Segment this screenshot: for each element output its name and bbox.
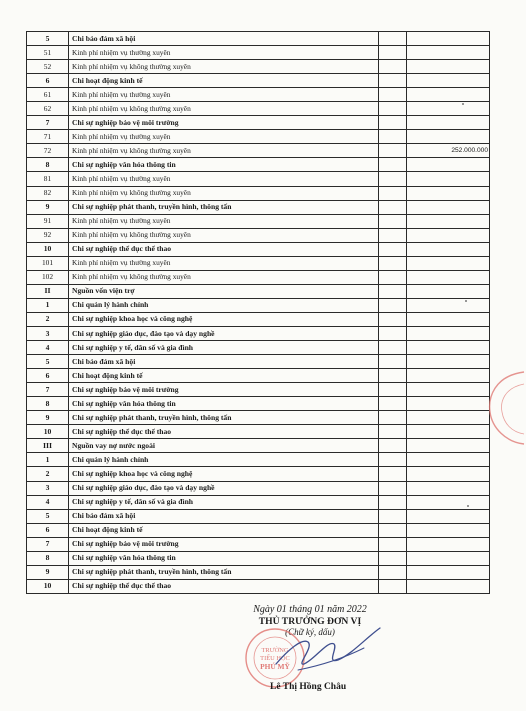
row-blank: [379, 425, 407, 439]
row-amount: [407, 284, 490, 298]
row-amount: [407, 60, 490, 74]
row-label: Chi sự nghiệp phát thanh, truyền hình, thông tấn: [69, 411, 379, 425]
scan-speck: [462, 103, 464, 105]
row-label: Chi hoạt động kinh tế: [69, 523, 379, 537]
row-label: Kinh phí nhiệm vụ thường xuyên: [69, 130, 379, 144]
row-amount: [407, 509, 490, 523]
signature-role: THỦ TRƯỞNG ĐƠN VỊ: [258, 616, 362, 627]
row-code: 4: [27, 495, 69, 509]
row-amount: [407, 130, 490, 144]
row-amount: [407, 312, 490, 326]
table-row: [27, 551, 490, 565]
row-amount: [407, 74, 490, 88]
row-blank: [379, 102, 407, 116]
table-row: [27, 341, 490, 355]
row-code: 8: [27, 551, 69, 565]
row-amount: [407, 186, 490, 200]
row-amount: [407, 326, 490, 340]
row-blank: [379, 481, 407, 495]
row-blank: [379, 341, 407, 355]
signature-note: (Chữ ký, dấu): [285, 627, 335, 637]
row-amount: [407, 467, 490, 481]
table-row: [27, 411, 490, 425]
row-label: Kinh phí nhiệm vụ không thường xuyên: [69, 102, 379, 116]
row-code: II: [27, 284, 69, 298]
row-code: 6: [27, 523, 69, 537]
row-label: Chi bảo đảm xã hội: [69, 509, 379, 523]
row-amount: [407, 523, 490, 537]
row-label: Chi sự nghiệp khoa học và công nghệ: [69, 312, 379, 326]
table-row: [27, 284, 490, 298]
row-blank: [379, 130, 407, 144]
row-amount: [407, 397, 490, 411]
table-row: [27, 74, 490, 88]
row-label: Chi bảo đảm xã hội: [69, 355, 379, 369]
row-code: 3: [27, 326, 69, 340]
row-blank: [379, 298, 407, 312]
table-row: [27, 88, 490, 102]
row-code: III: [27, 439, 69, 453]
row-blank: [379, 144, 407, 158]
row-label: Chi hoạt động kinh tế: [69, 74, 379, 88]
scan-speck: [465, 300, 467, 302]
table-row: [27, 32, 490, 46]
row-label: Chi sự nghiệp văn hóa thông tin: [69, 551, 379, 565]
table-row: [27, 130, 490, 144]
row-label: Chi bảo đảm xã hội: [69, 32, 379, 46]
row-code: 9: [27, 411, 69, 425]
row-code: 6: [27, 369, 69, 383]
row-code: 6: [27, 74, 69, 88]
row-code: 1: [27, 298, 69, 312]
row-blank: [379, 158, 407, 172]
row-amount: [407, 439, 490, 453]
table-row: [27, 579, 490, 593]
stamp-line-3: PHÚ MỸ: [260, 662, 290, 671]
row-blank: [379, 270, 407, 284]
row-code: 102: [27, 270, 69, 284]
row-code: 5: [27, 355, 69, 369]
table-row: [27, 369, 490, 383]
row-blank: [379, 467, 407, 481]
row-blank: [379, 579, 407, 593]
stamp-line-2: TIỂU HỌC: [260, 655, 290, 662]
row-amount: [407, 565, 490, 579]
row-label: Chi sự nghiệp thể dục thể thao: [69, 425, 379, 439]
scan-speck: [467, 505, 469, 507]
row-amount: [407, 411, 490, 425]
table-row: [27, 298, 490, 312]
row-amount: [407, 228, 490, 242]
row-blank: [379, 453, 407, 467]
table-row: [27, 200, 490, 214]
row-code: 1: [27, 453, 69, 467]
row-label: Kinh phí nhiệm vụ không thường xuyên: [69, 60, 379, 74]
row-amount: [407, 495, 490, 509]
row-blank: [379, 355, 407, 369]
row-amount: [407, 270, 490, 284]
row-amount: [407, 298, 490, 312]
row-amount: [407, 453, 490, 467]
row-blank: [379, 312, 407, 326]
row-code: 7: [27, 383, 69, 397]
row-label: Nguồn vốn viện trợ: [69, 284, 379, 298]
row-code: 10: [27, 242, 69, 256]
budget-table-body: [27, 32, 490, 594]
row-amount: [407, 46, 490, 60]
row-label: Chi sự nghiệp thể dục thể thao: [69, 579, 379, 593]
row-label: Chi sự nghiệp khoa học và công nghệ: [69, 467, 379, 481]
row-label: Chi sự nghiệp giáo dục, đào tạo và dạy nghề: [69, 481, 379, 495]
row-blank: [379, 46, 407, 60]
row-blank: [379, 186, 407, 200]
table-row: [27, 495, 490, 509]
row-blank: [379, 565, 407, 579]
row-blank: [379, 509, 407, 523]
row-code: 71: [27, 130, 69, 144]
handwritten-signature: [268, 620, 388, 680]
row-amount: [407, 425, 490, 439]
row-code: 2: [27, 467, 69, 481]
table-row: [27, 509, 490, 523]
row-label: Chi sự nghiệp phát thanh, truyền hình, thông tấn: [69, 565, 379, 579]
table-row: [27, 242, 490, 256]
row-blank: [379, 172, 407, 186]
row-blank: [379, 200, 407, 214]
row-amount: [407, 551, 490, 565]
row-code: 72: [27, 144, 69, 158]
row-code: 8: [27, 397, 69, 411]
row-label: Kinh phí nhiệm vụ thường xuyên: [69, 46, 379, 60]
row-blank: [379, 242, 407, 256]
row-code: 3: [27, 481, 69, 495]
seal-stamp-fragment: [484, 368, 526, 448]
row-blank: [379, 326, 407, 340]
row-blank: [379, 439, 407, 453]
table-row: [27, 144, 490, 158]
table-row: [27, 270, 490, 284]
row-label: Chi sự nghiệp thể dục thể thao: [69, 242, 379, 256]
row-code: 9: [27, 200, 69, 214]
row-label: Chi sự nghiệp bảo vệ môi trường: [69, 116, 379, 130]
row-code: 61: [27, 88, 69, 102]
row-amount: [407, 242, 490, 256]
signer-name: Lê Thị Hồng Châu: [270, 682, 347, 692]
row-code: 7: [27, 116, 69, 130]
row-blank: [379, 397, 407, 411]
budget-table: [26, 31, 490, 594]
row-label: Kinh phí nhiệm vụ không thường xuyên: [69, 144, 379, 158]
row-label: Nguồn vay nợ nước ngoài: [69, 439, 379, 453]
row-label: Chi quản lý hành chính: [69, 453, 379, 467]
table-row: [27, 214, 490, 228]
row-label: Kinh phí nhiệm vụ không thường xuyên: [69, 228, 379, 242]
row-amount: [407, 88, 490, 102]
row-label: Kinh phí nhiệm vụ thường xuyên: [69, 256, 379, 270]
row-blank: [379, 228, 407, 242]
row-label: Chi sự nghiệp giáo dục, đào tạo và dạy nghề: [69, 326, 379, 340]
row-amount: [407, 214, 490, 228]
row-blank: [379, 88, 407, 102]
row-code: 81: [27, 172, 69, 186]
table-row: [27, 228, 490, 242]
table-row: [27, 326, 490, 340]
table-row: [27, 397, 490, 411]
row-label: Chi sự nghiệp y tế, dân số và gia đình: [69, 341, 379, 355]
row-label: Kinh phí nhiệm vụ không thường xuyên: [69, 186, 379, 200]
table-row: [27, 172, 490, 186]
table-row: [27, 565, 490, 579]
row-blank: [379, 383, 407, 397]
row-label: Kinh phí nhiệm vụ thường xuyên: [69, 214, 379, 228]
row-code: 2: [27, 312, 69, 326]
row-label: Chi sự nghiệp phát thanh, truyền hình, thông tấn: [69, 200, 379, 214]
row-amount: [407, 158, 490, 172]
table-row: [27, 186, 490, 200]
row-amount: [407, 369, 490, 383]
row-amount: [407, 341, 490, 355]
table-row: [27, 425, 490, 439]
row-code: 101: [27, 256, 69, 270]
table-row: [27, 383, 490, 397]
row-blank: [379, 32, 407, 46]
row-code: 52: [27, 60, 69, 74]
row-blank: [379, 523, 407, 537]
table-row: [27, 481, 490, 495]
row-blank: [379, 256, 407, 270]
row-code: 8: [27, 158, 69, 172]
row-amount: [407, 481, 490, 495]
row-amount: [407, 579, 490, 593]
table-row: [27, 46, 490, 60]
row-amount: [407, 172, 490, 186]
row-amount: 252.000.000: [407, 144, 490, 158]
table-row: [27, 355, 490, 369]
row-code: 7: [27, 537, 69, 551]
row-blank: [379, 116, 407, 130]
row-amount: [407, 32, 490, 46]
row-code: 82: [27, 186, 69, 200]
row-label: Kinh phí nhiệm vụ thường xuyên: [69, 88, 379, 102]
row-label: Chi sự nghiệp y tế, dân số và gia đình: [69, 495, 379, 509]
row-code: 91: [27, 214, 69, 228]
table-row: [27, 523, 490, 537]
row-blank: [379, 537, 407, 551]
row-label: Kinh phí nhiệm vụ không thường xuyên: [69, 270, 379, 284]
row-code: 9: [27, 565, 69, 579]
row-amount: [407, 116, 490, 130]
row-label: Chi quản lý hành chính: [69, 298, 379, 312]
row-blank: [379, 60, 407, 74]
row-label: Chi sự nghiệp văn hóa thông tin: [69, 397, 379, 411]
row-code: 4: [27, 341, 69, 355]
table-row: [27, 256, 490, 270]
row-code: 10: [27, 579, 69, 593]
row-amount: [407, 200, 490, 214]
row-blank: [379, 495, 407, 509]
row-blank: [379, 284, 407, 298]
row-amount: [407, 383, 490, 397]
table-row: [27, 312, 490, 326]
row-code: 10: [27, 425, 69, 439]
table-row: [27, 453, 490, 467]
signature-date: Ngày 01 tháng 01 năm 2022: [253, 604, 367, 615]
table-row: [27, 537, 490, 551]
row-amount: [407, 537, 490, 551]
row-code: 62: [27, 102, 69, 116]
row-label: Chi sự nghiệp bảo vệ môi trường: [69, 383, 379, 397]
table-row: [27, 467, 490, 481]
row-amount: [407, 256, 490, 270]
row-blank: [379, 551, 407, 565]
row-blank: [379, 369, 407, 383]
row-amount: [407, 355, 490, 369]
table-row: [27, 102, 490, 116]
row-blank: [379, 214, 407, 228]
row-code: 5: [27, 32, 69, 46]
row-code: 5: [27, 509, 69, 523]
row-label: Kinh phí nhiệm vụ thường xuyên: [69, 172, 379, 186]
row-code: 51: [27, 46, 69, 60]
table-row: [27, 439, 490, 453]
row-blank: [379, 411, 407, 425]
row-code: 92: [27, 228, 69, 242]
table-row: [27, 60, 490, 74]
table-row: [27, 158, 490, 172]
table-row: [27, 116, 490, 130]
stamp-line-1: TRƯỜNG: [261, 647, 289, 654]
row-amount: [407, 102, 490, 116]
row-label: Chi sự nghiệp văn hóa thông tin: [69, 158, 379, 172]
row-blank: [379, 74, 407, 88]
row-label: Chi sự nghiệp bảo vệ môi trường: [69, 537, 379, 551]
row-label: Chi hoạt động kinh tế: [69, 369, 379, 383]
